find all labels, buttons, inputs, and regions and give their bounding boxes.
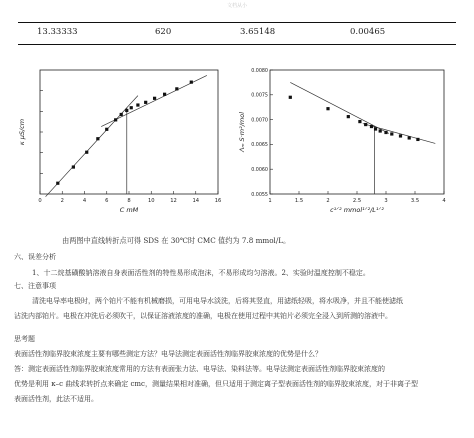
paragraph: 沾洗内部铂片。电极在冲洗后必须吹干，以保证溶液浓度的准确，电极在使用过程中其铂片必须完全浸入到所测的溶液中。	[14, 312, 392, 320]
x-tick-label: 16	[214, 198, 222, 204]
data-point	[374, 127, 377, 130]
data-point	[364, 123, 367, 126]
data-point	[390, 132, 393, 135]
data-point	[130, 106, 133, 109]
x-tick-label: 14	[192, 198, 200, 204]
plot-frame	[270, 70, 444, 194]
fit-line	[363, 124, 436, 144]
answer-line: 表面活性剂，此法不适用。	[14, 395, 98, 403]
x-tick-label: 2	[60, 198, 64, 204]
x-tick-label: 4	[442, 198, 446, 204]
section-heading: 思考题	[14, 335, 35, 343]
watermark: 文档从小	[226, 3, 247, 9]
data-point	[105, 128, 108, 131]
data-point	[399, 134, 402, 137]
x-tick-label: 12	[170, 198, 177, 204]
data-point	[120, 113, 123, 116]
y-tick-label: 0.0075	[251, 93, 268, 99]
fit-line	[46, 96, 138, 197]
y-tick-label: 0.0065	[251, 143, 268, 149]
data-point	[125, 109, 128, 112]
question: 表面活性剂临界胶束浓度主要有哪些测定方法？电导法测定表面活性剂临界胶束浓度的优势是什么？	[14, 350, 322, 358]
x-tick-label: 2	[326, 198, 330, 204]
table-cell: 3.65148	[240, 27, 276, 37]
data-point	[96, 137, 99, 140]
x-tick-label: 0	[38, 198, 42, 204]
data-point	[85, 151, 88, 154]
y-tick-label: 0.0080	[251, 68, 268, 74]
fit-line	[290, 82, 389, 133]
data-point	[114, 118, 117, 121]
x-tick-label: 2.5	[352, 198, 362, 204]
x-tick-label: 1	[268, 198, 272, 204]
y-tick-label: 0.0055	[251, 192, 268, 198]
table-cell: 13.33333	[37, 27, 78, 37]
data-point	[144, 101, 147, 104]
data-point	[384, 131, 387, 134]
data-point	[370, 125, 373, 128]
x-tick-label: 8	[127, 198, 131, 204]
data-point	[358, 120, 361, 123]
table-top-rule	[18, 22, 456, 23]
x-axis-label: C mM	[119, 206, 139, 214]
y-axis-label: κ μS/cm	[18, 118, 26, 146]
plot-frame	[40, 70, 218, 194]
conductivity-chart	[14, 62, 224, 224]
answer-line: 优势是利用 κ–c 曲线求转折点来确定 cmc，测量结果相对准确，但只适用于测定离子型表面活性剂的临界胶束浓度，对于非离子型	[14, 380, 418, 388]
x-tick-label: 6	[105, 198, 109, 204]
answer-line: 答：测定表面活性剂临界胶束浓度常用的方法有表面张力法、电导法、染料法等。电导法测定表面活性剂临界胶束浓度的	[14, 365, 385, 373]
data-point	[163, 93, 166, 96]
x-tick-label: 1.5	[294, 198, 304, 204]
paragraph: 1、十二烷基磺酸钠溶液自身表面活性剂的特性易形成泡沫，不易形成均匀溶液。2、实验时温度控制不稳定。	[32, 269, 370, 277]
data-point	[347, 115, 350, 118]
table-cell: 620	[155, 27, 172, 37]
x-tick-label: 3	[384, 198, 388, 204]
data-point	[379, 129, 382, 132]
data-point	[72, 165, 75, 168]
y-tick-label: 0.0070	[251, 118, 268, 124]
y-tick-label: 0.0060	[251, 168, 268, 173]
x-tick-label: 3.5	[410, 198, 420, 204]
data-point	[289, 96, 292, 99]
x-axis-label: c¹ᐟ² mmol¹ᐟ²/L¹ᐟ²	[330, 206, 384, 214]
molar-conductivity-chart	[236, 62, 450, 224]
table-bottom-rule	[18, 44, 456, 45]
table-cell: 0.00465	[350, 27, 386, 37]
data-point	[175, 87, 178, 90]
data-point	[408, 136, 411, 139]
section-heading: 七、注意事项	[14, 282, 56, 290]
data-point	[136, 103, 139, 106]
data-point	[416, 138, 419, 141]
section-heading: 六、误差分析	[14, 253, 56, 261]
x-tick-label: 4	[82, 198, 87, 204]
data-point	[326, 107, 329, 110]
x-tick-label: 10	[147, 198, 155, 204]
figure-caption: 由两图中直线转折点可得 SDS 在 30℃时 CMC 值约为 7.8 mmol/L。	[62, 236, 291, 245]
paragraph: 清洗电导率电极时，两个铂片不能有机械磨损，可用电导水淡洗，后将其竖直，用滤纸轻吸，将水吸净，并且不能使滤纸	[32, 297, 403, 305]
y-axis-label: Λₘ S·m²/mol	[238, 112, 246, 152]
data-point	[56, 182, 59, 185]
data-point	[190, 81, 193, 84]
data-point	[153, 97, 156, 100]
